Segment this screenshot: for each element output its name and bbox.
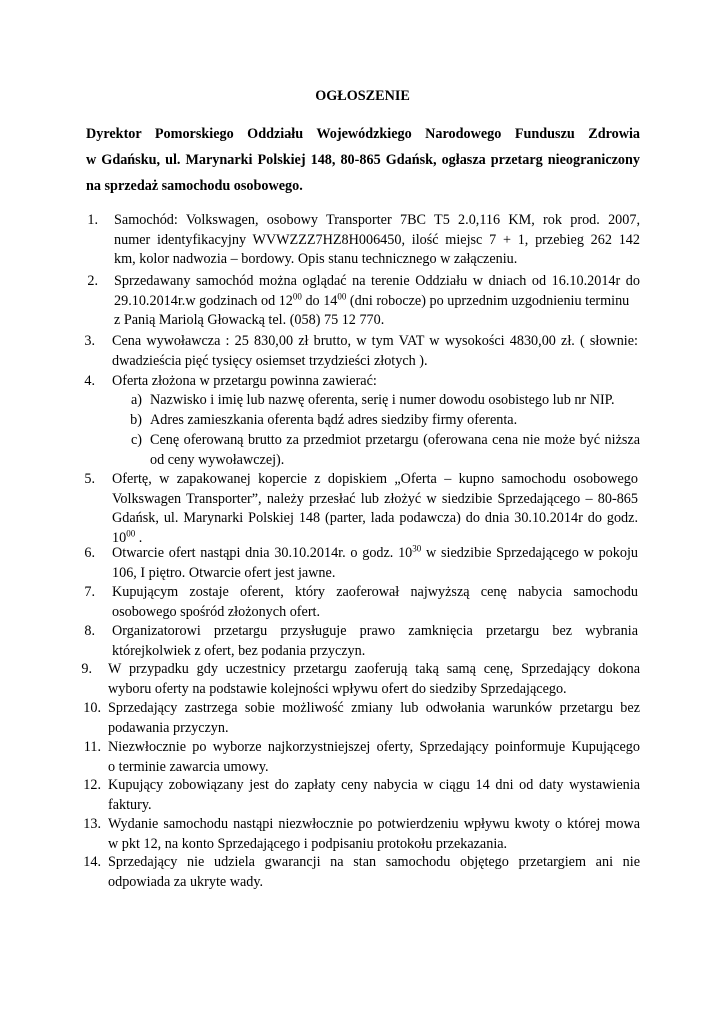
text-fragment: 10 [112, 529, 127, 546]
list-item-text [114, 272, 640, 331]
list-item-number: 3. [84, 333, 95, 349]
text-line: o terminie zawarcia umowy. [108, 758, 269, 775]
text-line: wyboru oferty na podstawie kolejności wpływu ofert do siedziby Sprzedającego. [108, 680, 567, 697]
text-line: km, kolor nadwozia – bordowy. Opis stanu technicznego w załączeniu. [114, 251, 518, 267]
list-item-number: 2. [87, 273, 98, 289]
text-fragment: do 14 [301, 292, 338, 309]
sub-item-text [150, 411, 640, 431]
text-line: Samochód: Volkswagen, osobowy Transporter 7BC T5 2.0,116 KM, rok prod. 2007, [114, 212, 640, 228]
text-fragment: 29.10.2014r.w godzinach od 12 [114, 292, 293, 309]
text-line: Volkswagen Transporter”, należy przesłać lub złożyć w siedzibie Sprzedającego – 80-865 [112, 490, 638, 507]
text-line: odpowiada za ukryte wady. [108, 873, 264, 890]
intro-paragraph [86, 121, 640, 199]
text-line [112, 544, 638, 564]
text-line: Gdańsk, ul. Marynarki Polskiej 148 (parter, lada podawcza) do dnia 30.10.2014r do godz. [112, 510, 638, 526]
text-line: faktury. [108, 796, 152, 813]
list-item-text [108, 815, 640, 854]
list-item-text [108, 660, 640, 699]
list-item-number: 6. [84, 545, 95, 561]
text-line: podawania przyczyn. [108, 719, 229, 736]
list-item-number: 13. [83, 816, 101, 832]
text-line: 106, I piętro. Otwarcie ofert jest jawne. [112, 564, 336, 581]
sub-item-text [150, 391, 640, 411]
list-item-text [112, 372, 638, 392]
list-item-text [108, 738, 640, 777]
list-item-number: 8. [84, 623, 95, 639]
list-item-text [112, 332, 638, 371]
text-line: Wydanie samochodu nastąpi niezwłocznie po potwierdzeniu wpływu kwoty o której mowa [108, 816, 640, 832]
text-line: Oferta złożona w przetargu powinna zawierać: [112, 373, 377, 389]
text-fragment: w siedzibie Sprzedającego w pokoju [421, 545, 639, 561]
text-line: którejkolwiek z ofert, bez podania przyczyn. [112, 642, 366, 659]
list-item-number: 11. [83, 739, 101, 755]
text-line: numer identyfikacyjny WVWZZZ7HZ8H006450, ilość miejsc 7 + 1, przebieg 262 142 [114, 231, 640, 248]
sub-item-letter: b) [130, 412, 142, 428]
text-fragment: . [135, 529, 143, 546]
list-item-number: 14. [83, 854, 101, 870]
list-item-number: 1. [87, 212, 98, 228]
text-line: Cena wywoławcza : 25 830,00 zł brutto, w tym VAT w wysokości 4830,00 zł. ( słownie: [112, 333, 638, 349]
list-item-text [114, 211, 640, 270]
text-line: od ceny wywoławczej). [150, 451, 285, 468]
text-line: Adres zamieszkania oferenta bądź adres siedziby firmy oferenta. [150, 412, 518, 428]
list-item-number: 12. [83, 777, 101, 793]
text-line: Cenę oferowaną brutto za przedmiot przetargu (oferowana cena nie może być niższa [150, 432, 640, 448]
text-line: Organizatorowi przetargu przysługuje prawo zamknięcia przetargu bez wybrania [112, 623, 638, 639]
list-item-number: 9. [81, 661, 92, 677]
text-line: w pkt 12, na konto Sprzedającego i podpisaniu protokołu przekazania. [108, 835, 508, 852]
text-line: dwadzieścia pięć tysięcy osiemset trzydzieści złotych ). [112, 352, 428, 369]
text-line: W przypadku gdy uczestnicy przetargu zaoferują taką samą cenę, Sprzedający dokona [108, 661, 640, 677]
text-line [114, 292, 640, 312]
intro-line: na sprzedaż samochodu osobowego. [86, 178, 303, 194]
sub-item-text [150, 431, 640, 470]
list-item-text [108, 853, 640, 892]
text-line: osobowego spośród złożonych ofert. [112, 603, 321, 620]
list-item-number: 4. [84, 373, 95, 389]
text-fragment: (dni robocze) po uprzednim uzgodnieniu terminu [346, 292, 630, 309]
text-line: Nazwisko i imię lub nazwę oferenta, serię i numer dowodu osobistego lub nr NIP. [150, 392, 615, 408]
text-line: Kupującym zostaje oferent, który zaoferował najwyższą cenę nabycia samochodu [112, 584, 638, 600]
superscript: 30 [412, 543, 422, 554]
intro-line: Dyrektor Pomorskiego Oddziału Wojewódzkiego Narodowego Funduszu Zdrowia [86, 126, 640, 142]
list-item-text [112, 470, 638, 548]
superscript: 00 [337, 290, 347, 301]
text-fragment: Otwarcie ofert nastąpi dnia 30.10.2014r. o godz. 10 [112, 545, 413, 561]
sub-item-letter: a) [130, 392, 142, 408]
list-item-text [112, 544, 638, 583]
text-line: Sprzedający zastrzega sobie możliwość zmiany lub odwołania warunków przetargu bez [108, 700, 640, 716]
list-item-text [112, 622, 638, 661]
text-line: Niezwłocznie po wyborze najkorzystniejszej oferty, Sprzedający poinformuje Kupującego [108, 739, 640, 755]
intro-line: w Gdańsku, ul. Marynarki Polskiej 148, 80-865 Gdańsk, ogłasza przetarg nieograniczony [86, 152, 640, 168]
text-line: Sprzedawany samochód można oglądać na terenie Oddziału w dniach od 16.10.2014r do [114, 273, 640, 289]
list-item-text [108, 776, 640, 815]
list-item-text [112, 583, 638, 622]
list-item-number: 10. [83, 700, 101, 716]
text-line: Kupujący zobowiązany jest do zapłaty ceny nabycia w ciągu 14 dni od daty wystawienia [108, 777, 640, 793]
superscript: 00 [126, 527, 136, 538]
list-item-number: 5. [84, 471, 95, 487]
text-line: Ofertę, w zapakowanej kopercie z dopiskiem „Oferta – kupno samochodu osobowego [112, 471, 638, 487]
document-title: OGŁOSZENIE [315, 88, 410, 104]
list-item-text [108, 699, 640, 738]
text-line: Sprzedający nie udziela gwarancji na stan samochodu objętego przetargiem ani nie [108, 854, 640, 870]
text-line: z Panią Mariolą Głowacką tel. (058) 75 12 770. [114, 312, 385, 328]
list-item-number: 7. [84, 584, 95, 600]
superscript: 00 [292, 290, 302, 301]
sub-item-letter: c) [130, 432, 142, 448]
